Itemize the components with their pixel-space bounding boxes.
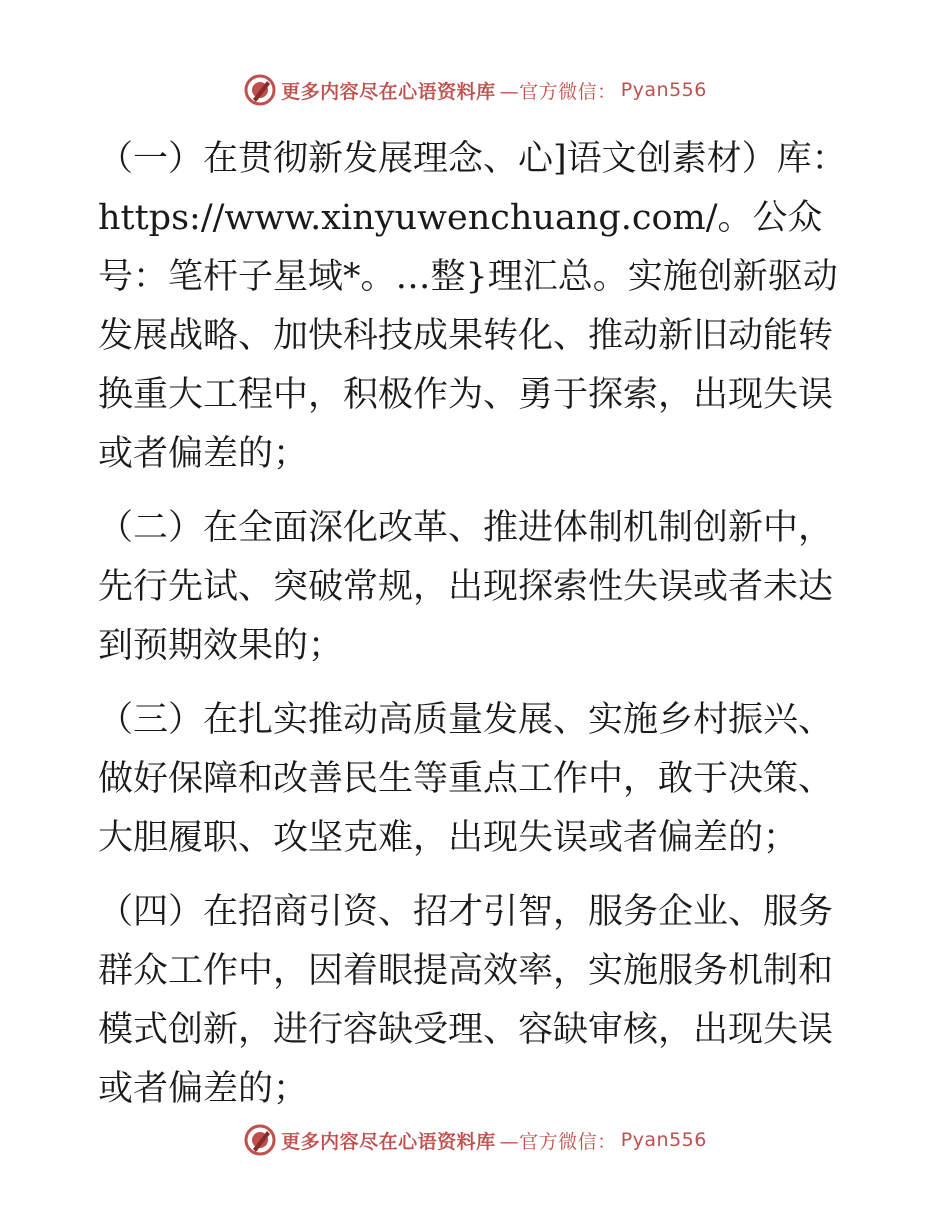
- banner-wechat-id: Pyan556: [620, 1129, 707, 1151]
- paragraph-4: （四）在招商引资、招才引智，服务企业、服务群众工作中，因着眼提高效率，实施服务机制和模式创新，进行容缺受理、容缺审核，出现失误或者偏差的；: [98, 892, 834, 1109]
- banner-official-label: —官方微信：: [499, 80, 617, 103]
- banner-wechat-id: Pyan556: [620, 79, 707, 101]
- document-body: [98, 130, 858, 1134]
- header-banner: [0, 70, 950, 110]
- banner-official-label: —官方微信：: [499, 1130, 617, 1153]
- paragraph-1: （一）在贯彻新发展理念、心]语文创素材）库：https://www.xinyuwenchuang.com/。公众号：笔杆子星域*。…整}理汇总。实施创新驱动发展战略、加快科技成果转化、推动新旧动能转换重大工程中，积极作为、勇于探索，出现失误或者偏差的；: [98, 139, 847, 474]
- pen-logo-icon: [243, 73, 277, 107]
- pen-logo-icon: [243, 1123, 277, 1157]
- paragraph-3: （三）在扎实推动高质量发展、实施乡村振兴、做好保障和改善民生等重点工作中，敢于决策、大胆履职、攻坚克难，出现失误或者偏差的；: [98, 700, 834, 858]
- paragraph-2: （二）在全面深化改革、推进体制机制创新中，先行先试、突破常规，出现探索性失误或者未达到预期效果的；: [98, 508, 834, 666]
- banner-text: 更多内容尽在心语资料库: [281, 80, 496, 103]
- footer-banner: [0, 1120, 950, 1160]
- banner-text: 更多内容尽在心语资料库: [281, 1130, 496, 1153]
